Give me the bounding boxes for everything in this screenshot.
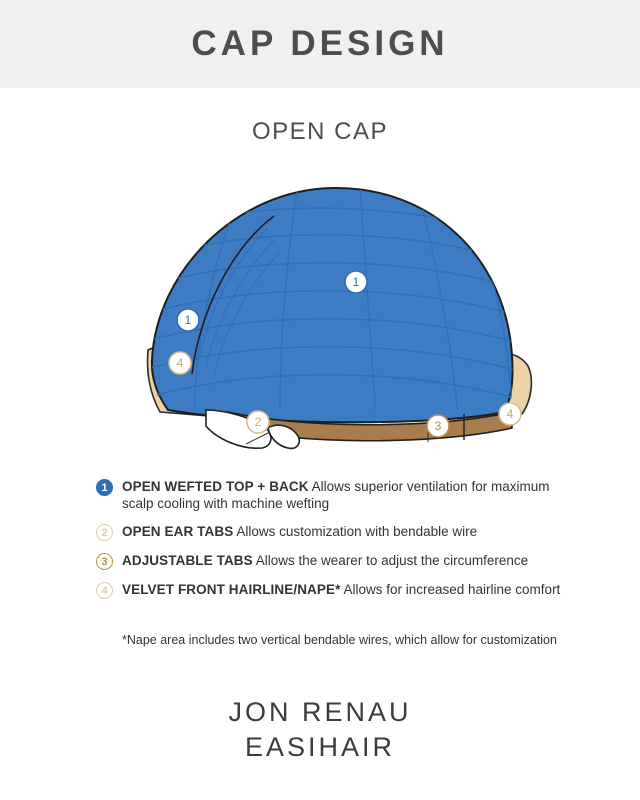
cap-body	[152, 188, 513, 422]
callout-4-front	[169, 352, 191, 374]
list-item	[96, 581, 566, 599]
callout-4-nape	[499, 403, 521, 425]
legend-desc-4: Allows for increased hairline comfort	[340, 582, 561, 597]
legend-entry-1	[122, 478, 566, 512]
brand-name-line1: JON RENAU	[228, 697, 412, 727]
svg-text:4: 4	[506, 407, 514, 421]
svg-text:1: 1	[184, 313, 192, 327]
legend-term-4: VELVET FRONT HAIRLINE/NAPE*	[122, 582, 341, 597]
svg-text:1: 1	[352, 275, 360, 289]
svg-text:3: 3	[434, 419, 442, 433]
legend-footnote: *Nape area includes two vertical bendable wires, which allow for customization	[122, 633, 557, 647]
legend-term-1: OPEN WEFTED TOP + BACK	[122, 479, 309, 494]
callout-2	[247, 411, 269, 433]
list-item	[96, 552, 566, 570]
callout-3	[427, 415, 449, 437]
legend-badge-4: 4	[96, 582, 113, 599]
callout-1-top	[345, 271, 367, 293]
legend-badge-3: 3	[96, 553, 113, 570]
brand-name-line2: EASIHAIR	[244, 732, 396, 762]
svg-text:4: 4	[176, 356, 184, 370]
section-subtitle: OPEN CAP	[251, 118, 389, 145]
legend-entry-3	[122, 552, 528, 569]
open-cap-illustration	[60, 160, 580, 460]
legend-list	[96, 478, 566, 610]
list-item	[96, 478, 566, 512]
legend-entry-2	[122, 523, 477, 540]
brand-lockup	[0, 696, 640, 765]
legend-entry-4	[122, 581, 560, 598]
legend-desc-1: Allows superior ventilation for maximum scalp cooling with machine wefting	[122, 479, 550, 511]
legend-term-2: OPEN EAR TABS	[122, 524, 234, 539]
legend-term-3: ADJUSTABLE TABS	[122, 553, 253, 568]
legend-desc-2: Allows customization with bendable wire	[233, 524, 478, 539]
legend-badge-1: 1	[96, 479, 113, 496]
svg-text:2: 2	[254, 415, 262, 429]
legend-badge-2: 2	[96, 524, 113, 541]
page-title: CAP DESIGN	[191, 24, 449, 63]
legend-desc-3: Allows the wearer to adjust the circumference	[252, 553, 529, 568]
callout-1-side	[177, 309, 199, 331]
list-item	[96, 523, 566, 541]
